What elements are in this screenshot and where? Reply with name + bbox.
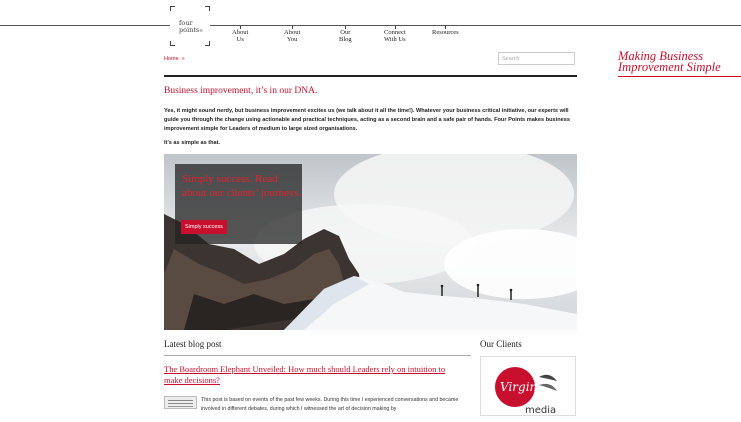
our-clients-heading: Our Clients	[480, 339, 522, 349]
nav-item-connect-with-us[interactable]	[384, 30, 406, 43]
nav-label: With Us	[384, 35, 406, 43]
intro-paragraph: Yes, it might sound nerdy, but business improvement excites us (we talk about it all the time!). Whatever your business critical initiative, our experts will guide you through the change using actionable and practical techniques, acting as a second brain and a safe pair of hands. Four Points makes business improvement simple for Leaders of medium to large sized organisations.	[164, 108, 570, 132]
nav-label: Blog	[339, 35, 352, 43]
hero-headline: Simply success. Read about our clients’ journeys.	[182, 173, 302, 199]
client-logo-box	[480, 356, 576, 416]
breadcrumb	[164, 56, 185, 62]
nav-label: Us	[236, 35, 244, 43]
nav-item-our-blog[interactable]	[339, 30, 352, 43]
nav-label: About	[284, 29, 301, 36]
logo-corner-mark	[170, 41, 175, 46]
four-points-logo[interactable]	[170, 6, 210, 46]
breadcrumb-home-link[interactable]: Home	[164, 56, 179, 62]
blog-divider	[164, 355, 471, 356]
nav-label: About	[232, 29, 249, 36]
nav-label: Connect	[384, 29, 406, 36]
search-input[interactable]: Search	[498, 52, 575, 65]
nav-item-about-you[interactable]	[284, 30, 300, 43]
logo-corner-mark	[205, 41, 210, 46]
page-heading: Business improvement, it’s in our DNA.	[164, 86, 318, 96]
simple-statement: It’s as simple as that.	[164, 140, 221, 146]
nav-label: Resources	[432, 29, 459, 36]
logo-trademark: ®	[199, 28, 204, 33]
header-rule	[0, 25, 741, 26]
logo-corner-mark	[205, 6, 210, 11]
logo-corner-mark	[170, 6, 175, 11]
media-logo-text: media	[525, 405, 557, 416]
blog-post-thumbnail[interactable]	[164, 396, 197, 409]
nav-item-about-us[interactable]	[232, 30, 248, 43]
blog-post-excerpt: This post is based on events of the past few weeks. During this time I experienced conversations and became involved in different debates, during which I witnessed the art of decision making by	[201, 397, 459, 412]
virgin-media-logo	[481, 357, 577, 417]
site-tagline: Making Business Improvement Simple	[618, 51, 741, 77]
virgin-logo-text: Virgin	[500, 380, 538, 394]
logo-text-line2: points	[179, 26, 200, 34]
logo-text	[179, 20, 203, 34]
nav-label: You	[286, 35, 298, 43]
simply-success-button[interactable]: Simply success	[181, 220, 227, 234]
logo-text-line1: four	[179, 19, 193, 27]
breadcrumb-separator: »	[181, 56, 185, 62]
nav-item-resources[interactable]	[432, 30, 459, 37]
latest-blog-heading: Latest blog post	[164, 339, 222, 349]
nav-label: Our	[340, 29, 351, 36]
content-divider	[164, 75, 577, 77]
hero-banner	[164, 154, 577, 330]
blog-post-link[interactable]: The Boardroom Elephant Unveiled: How much should Leaders rely on intuition to make decisions?	[164, 364, 446, 385]
